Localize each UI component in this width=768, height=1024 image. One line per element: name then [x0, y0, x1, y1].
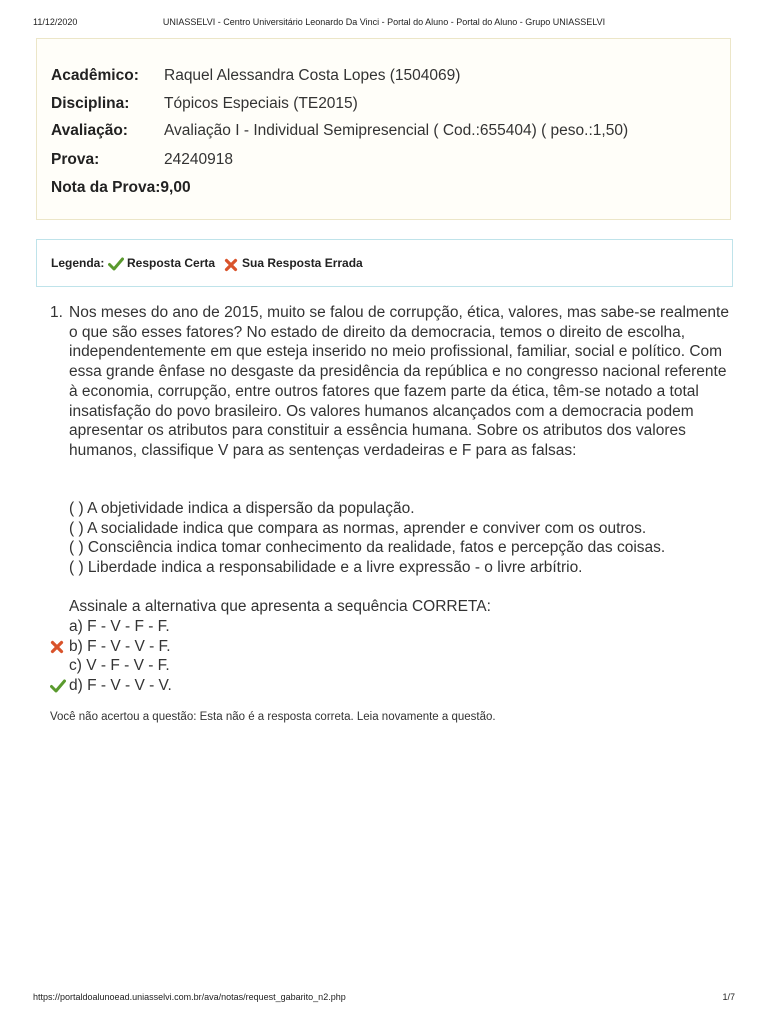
nota-label: Nota da Prova: — [51, 179, 161, 196]
alternative-label: c) V - F - V - F. — [69, 657, 170, 675]
print-footer — [33, 992, 735, 1006]
statement-item: ( ) Consciência indica tomar conhecimento da realidade, fatos e percepção das coisas. — [69, 539, 666, 557]
statement-item: ( ) Liberdade indica a responsabilidade e a livre expressão - o livre arbítrio. — [69, 559, 583, 577]
statement-item: ( ) A socialidade indica que compara as normas, aprender e conviver com os outros. — [69, 519, 647, 537]
statement-item: ( ) A objetividade indica a dispersão da população. — [69, 500, 415, 517]
alternative-a — [69, 617, 172, 637]
print-date: 11/12/2020 — [33, 17, 78, 27]
avaliacao-value: Avaliação I - Individual Semipresencial ( Cod.:655404) ( peso.:1,50) — [164, 122, 629, 139]
prova-value: 24240918 — [164, 151, 233, 168]
question-number: 1. — [50, 304, 63, 321]
check-icon — [108, 257, 124, 271]
nota-da-prova — [51, 179, 191, 197]
question-instruction: Assinale a alternativa que apresenta a sequência CORRETA: — [69, 598, 491, 615]
disciplina-label: Disciplina: — [51, 95, 130, 112]
alternative-c — [69, 656, 172, 676]
academico-value: Raquel Alessandra Costa Lopes (1504069) — [164, 67, 461, 84]
avaliacao-label: Avaliação: — [51, 122, 128, 139]
answer-feedback: Você não acertou a questão: Esta não é a resposta correta. Leia novamente a questão. — [50, 711, 496, 723]
alternative-label: b) F - V - V - F. — [69, 637, 171, 655]
alternative-label: d) F - V - V - V. — [69, 677, 172, 695]
alternative-b — [69, 637, 172, 657]
alternative-d — [69, 676, 172, 696]
statement-list — [69, 499, 729, 578]
print-page-title: UNIASSELVI - Centro Universitário Leonardo Da Vinci - Portal do Aluno - Portal do Aluno - Grupo UNIASSELVI — [162, 17, 606, 27]
cross-icon — [224, 258, 238, 272]
student-info-panel — [36, 38, 731, 220]
alternative-label: a) F - V - F - F. — [69, 618, 170, 635]
cross-icon — [50, 640, 64, 654]
alternatives-list — [69, 617, 172, 696]
check-icon — [50, 679, 66, 693]
print-header — [33, 17, 735, 31]
legend-correct-label: Resposta Certa — [127, 256, 216, 270]
legend-panel — [36, 239, 733, 287]
legend-title: Legenda: — [51, 256, 105, 270]
page-url: https://portaldoalunoead.uniasselvi.com.br/ava/notas/request_gabarito_n2.php — [33, 992, 346, 1002]
question-text: Nos meses do ano de 2015, muito se falou de corrupção, ética, valores, mas sabe-se realmente o que são esses fatores? No estado de direito da democracia, temos o direito de escolha, independentemente em que esteja inserido no meio profissional, familiar, social e político. Com essa grande ênfase no desgaste da presidência da república e no congresso nacional referente à economia, corrupção, entre outros fatores que fazem parte da ética, têm-se notado a total insatisfação do povo brasileiro. Os valores humanos alcançados com a democracia podem apresentar os atributos para constituir a essência humana. Sobre os atributos dos valores humanos, classifique V para as sentenças verdadeiras e F para as falsas: — [69, 304, 729, 459]
prova-label: Prova: — [51, 151, 100, 168]
nota-value: 9,00 — [160, 179, 191, 196]
academico-label: Acadêmico: — [51, 67, 139, 84]
page-number: 1/7 — [722, 992, 735, 1002]
disciplina-value: Tópicos Especiais (TE2015) — [164, 95, 358, 112]
legend-wrong-label: Sua Resposta Errada — [242, 256, 363, 270]
